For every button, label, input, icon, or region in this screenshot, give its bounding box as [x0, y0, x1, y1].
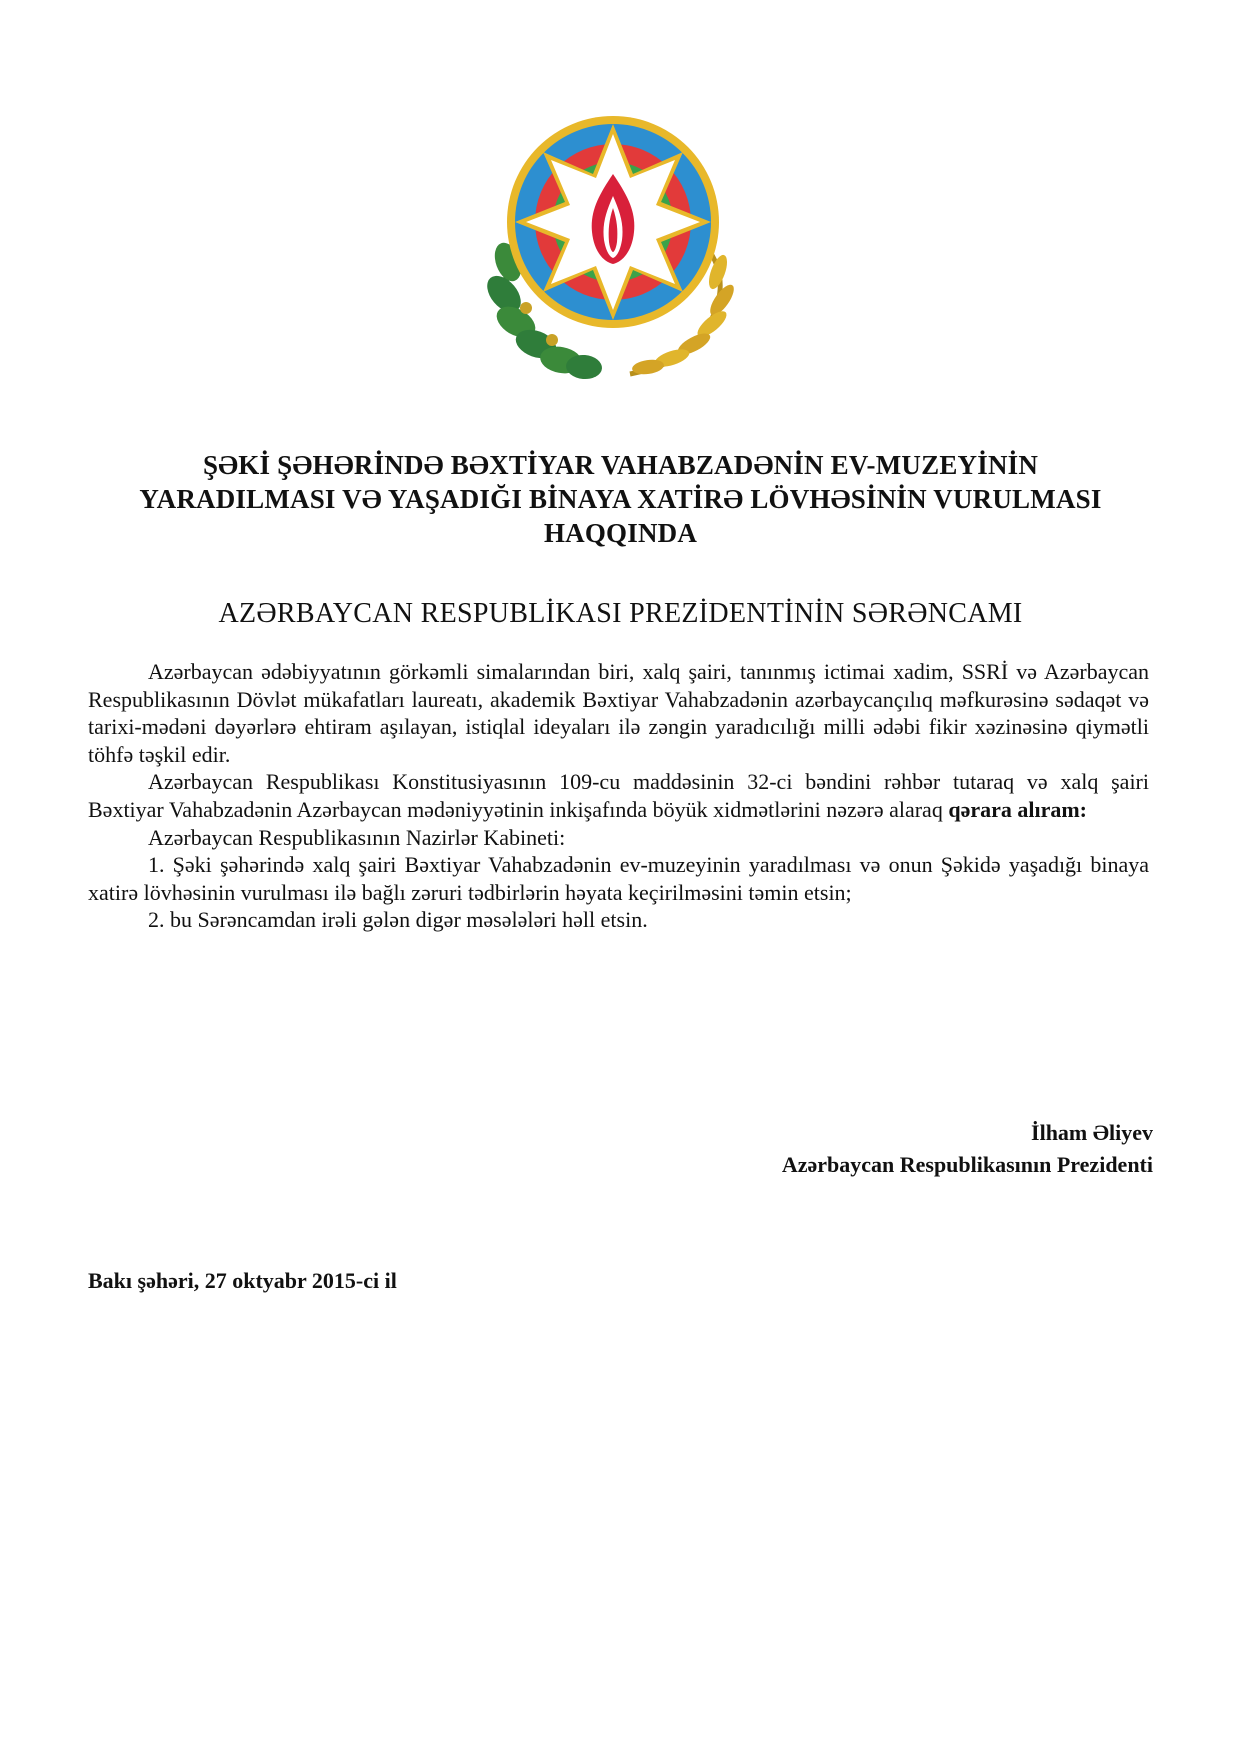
document-body [88, 658, 1149, 934]
paragraph-1: Azərbaycan ədəbiyyatının görkəmli simalarından biri, xalq şairi, tanınmış ictimai xadim, SSRİ və Azərbaycan Respublikasının Dövlət mükafatları laureatı, akademik Bəxtiyar Vahabzadənin azərbaycançılıq məfkurəsinə sədaqət və tarixi-mədəni dəyərlərə ehtiram aşılayan, istiqlal ideyaları ilə zəngin yaradıcılığı milli ədəbi fikir xəzinəsinə qiymətli töhfə təşkil edir. [88, 659, 1149, 767]
title-line-1: ŞƏKİ ŞƏHƏRİNDƏ BƏXTİYAR VAHABZADƏNİN EV-MUZEYİNİN [202, 450, 1039, 480]
title-line-3: HAQQINDA [543, 518, 698, 548]
paragraph-2-text: Azərbaycan Respublikası Konstitusiyasının 109-cu maddəsinin 32-ci bəndini rəhbər tutaraq və xalq şairi Bəxtiyar Vahabzadənin Azərbaycan mədəniyyətinin inkişafında böyük xidmətlərini nəzərə alaraq [88, 769, 1149, 822]
paragraph-5: 2. bu Sərəncamdan irəli gələn digər məsələləri həll etsin. [148, 907, 648, 933]
document-subtitle: AZƏRBAYCAN RESPUBLİKASI PREZİDENTİNİN SƏRƏNCAMI [218, 598, 1023, 629]
title-line-2: YARADILMASI VƏ YAŞADIĞI BİNAYA XATİRƏ LÖVHƏSİNİN VURULMASI [139, 484, 1102, 514]
signatory-position: Azərbaycan Respublikasının Prezidenti [781, 1152, 1153, 1177]
decision-phrase: qərara alıram: [948, 796, 1087, 822]
paragraph-4: 1. Şəki şəhərində xalq şairi Bəxtiyar Vahabzadənin ev-muzeyinin yaradılması və onun Şəkidə yaşadığı binaya xatirə lövhəsinin vurulması ilə bağlı zəruri tədbirlərin həyata keçirilməsini təmin etsin; [88, 852, 1149, 905]
azerbaijan-state-emblem-icon [486, 112, 740, 380]
document-title [80, 448, 1161, 550]
paragraph-3: Azərbaycan Respublikasının Nazirlər Kabineti: [148, 824, 566, 850]
paragraph-2 [88, 768, 1149, 823]
signatory-name: İlham Əliyev [1031, 1120, 1153, 1145]
signature-block [782, 1117, 1153, 1181]
place-and-date: Bakı şəhəri, 27 oktyabr 2015-ci il [88, 1268, 397, 1293]
